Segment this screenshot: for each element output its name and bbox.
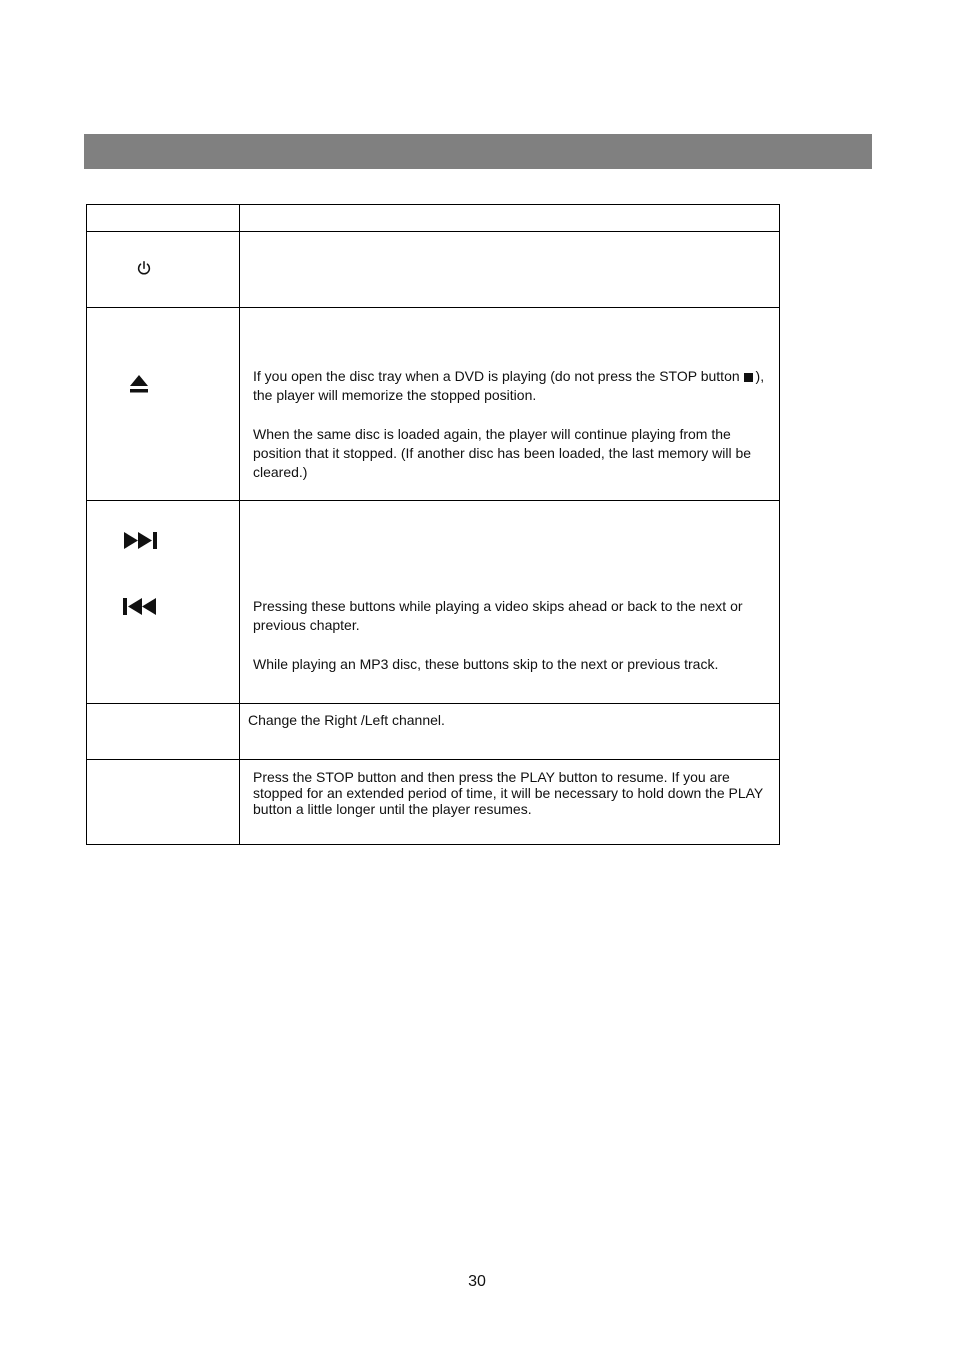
skip-paragraph-1: Pressing these buttons while playing a video skips ahead or back to the next or previous chapter.: [253, 598, 743, 633]
skip-paragraph-2: While playing an MP3 disc, these buttons skip to the next or previous track.: [253, 656, 719, 672]
description-cell-power: [240, 232, 780, 308]
function-table: [86, 204, 780, 845]
table-row-power: [87, 232, 780, 308]
header-cell-function: [240, 205, 780, 232]
description-cell-skip: [240, 501, 780, 704]
table-header-row: [87, 205, 780, 232]
eject-icon: [129, 374, 149, 396]
channel-paragraph: Change the Right /Left channel.: [248, 712, 445, 728]
table-row-eject: [87, 308, 780, 501]
eject-text-before: If you open the disc tray when a DVD is playing (do not press the STOP button: [253, 368, 740, 384]
button-cell-power: [87, 232, 240, 308]
page-number: 30: [468, 1273, 486, 1290]
description-cell-channel: [240, 704, 780, 760]
description-cell-resume: [240, 760, 780, 845]
section-header-bar: [84, 134, 872, 169]
description-cell-eject: [240, 308, 780, 501]
button-cell-channel: [87, 704, 240, 760]
resume-paragraph: Press the STOP button and then press the PLAY button to resume. If you are stopped for an extended period of time, it will be necessary to hold down the PLAY button a little longer until the player resumes.: [253, 769, 764, 817]
next-chapter-icon: [124, 532, 158, 549]
eject-paragraph-2: When the same disc is loaded again, the player will continue playing from the position that it stopped. (If another disc has been loaded, the last memory will be cleared.): [253, 426, 752, 480]
power-icon: [136, 260, 152, 276]
button-cell-skip: [87, 501, 240, 704]
header-cell-button: [87, 205, 240, 232]
table-row-skip: [87, 501, 780, 704]
eject-text-after: ), the player will memorize the stopped position.: [253, 368, 765, 403]
previous-chapter-icon: [122, 598, 156, 615]
stop-square-icon: [744, 373, 753, 382]
button-cell-eject: [87, 308, 240, 501]
table-row-channel: [87, 704, 780, 760]
table-row-resume: [87, 760, 780, 845]
button-cell-resume: [87, 760, 240, 845]
eject-paragraph-1: [253, 367, 765, 405]
